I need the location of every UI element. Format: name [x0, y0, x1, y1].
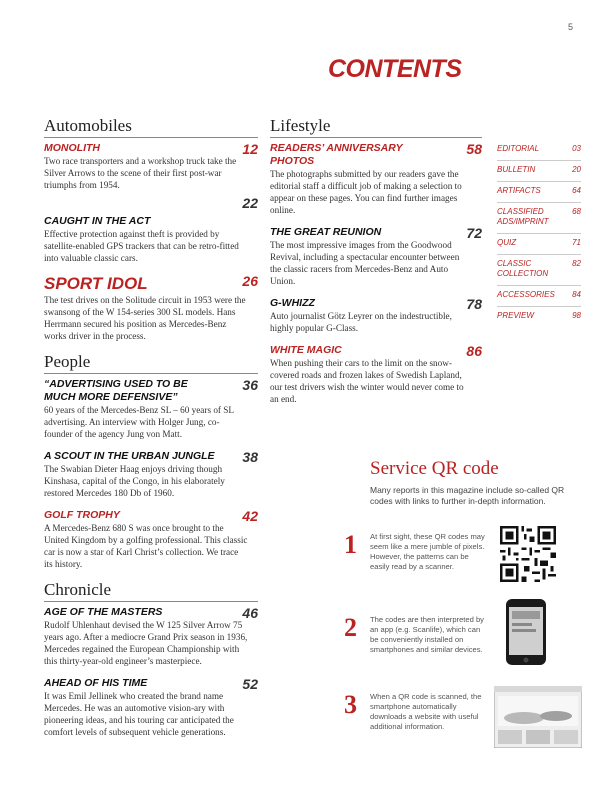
- side-index: [497, 144, 581, 331]
- toc-entry-advertising[interactable]: [44, 378, 258, 440]
- entry-desc: The Swabian Dieter Haag enjoys driving though Kinshasa, capital of the Congo, in his elaborately restored Mercedes 180 Db of 1960.: [44, 464, 225, 498]
- entry-desc: It was Emil Jellinek who created the brand name Mercedes. He was an automotive vision-ary with pioneering ideas, and his touring car anticipated the comfort levels of subsequent vehicle generations.: [44, 691, 234, 737]
- toc-entry-masters[interactable]: [44, 606, 258, 667]
- side-item-artifacts[interactable]: [497, 186, 581, 203]
- entry-desc: Effective protection against theft is provided by satellite-enabled GPS trackers that can be retro-fitted into valuable classic cars.: [44, 229, 239, 263]
- side-item-page: 64: [572, 186, 581, 195]
- step-text: At first sight, these QR codes may seem like a mere jumble of pixels. However, the patterns can be easily read by a scanner.: [370, 532, 485, 571]
- entry-page: 46: [242, 605, 258, 621]
- toc-entry-white-magic[interactable]: [270, 344, 482, 405]
- toc-entry-great-reunion[interactable]: [270, 226, 482, 287]
- side-item-page: 71: [572, 238, 581, 247]
- entry-title: “ADVERTISING USED TO BE MUCH MORE DEFENSIVE”: [44, 378, 188, 403]
- side-item-page: 98: [572, 311, 581, 320]
- entry-title: READERS’ ANNIVERSARY PHOTOS: [270, 142, 403, 167]
- side-item-label: ACCESSORIES: [497, 290, 555, 299]
- side-item-label: CLASSIFIED ADS/IMPRINT: [497, 207, 549, 226]
- entry-desc: A Mercedes-Benz 680 S was once brought to the United Kingdom by a golfing professional. This classic car is now a star of Karl Christ’s collection. We trace its history.: [44, 523, 248, 569]
- section-automobiles: [44, 116, 258, 342]
- side-item-label: BULLETIN: [497, 165, 536, 174]
- qr-section-title: Service QR code: [370, 458, 499, 479]
- side-item-page: 82: [572, 259, 581, 268]
- side-item-page: 84: [572, 290, 581, 299]
- side-item-label: EDITORIAL: [497, 144, 540, 153]
- entry-desc: Two race transporters and a workshop truck take the Silver Arrows to the scene of their first post-war triumphs from 1954.: [44, 156, 237, 190]
- toc-entry-monolith[interactable]: [44, 142, 258, 191]
- side-item-quiz[interactable]: [497, 238, 581, 255]
- side-item-label: ARTIFACTS: [497, 186, 541, 195]
- section-heading: Chronicle: [44, 580, 258, 602]
- entry-page: 36: [242, 377, 258, 393]
- entry-page: 52: [242, 676, 258, 692]
- side-item-classic-collection[interactable]: [497, 259, 581, 286]
- entry-page: 72: [466, 225, 482, 241]
- toc-entry-caught[interactable]: [44, 195, 258, 264]
- website-screenshot-image: [494, 686, 582, 748]
- entry-page: 78: [466, 296, 482, 312]
- entry-desc: 60 years of the Mercedes-Benz SL – 60 years of SL advertising. An interview with Holger Jung, co-founder of the agency Jung von Matt.: [44, 405, 234, 439]
- entry-desc: When pushing their cars to the limit on the snow-covered roads and frozen lakes of Swedish Lapland, our test drivers wish the winter would never come to an end.: [270, 358, 464, 404]
- entry-page: 12: [242, 141, 258, 157]
- toc-entry-sport-idol[interactable]: [44, 274, 258, 342]
- entry-desc: The photographs submitted by our readers gave the editorial staff a difficult job of making a selection to appear on these pages. You can find further images online.: [270, 169, 462, 215]
- side-item-bulletin[interactable]: [497, 165, 581, 182]
- entry-desc: Auto journalist Götz Leyrer on the indestructible, highly popular G-Class.: [270, 311, 452, 333]
- section-heading: Lifestyle: [270, 116, 482, 138]
- entry-title: SPORT IDOL: [44, 274, 148, 293]
- entry-title: WHITE MAGIC: [270, 344, 342, 356]
- qr-step-2: [340, 613, 585, 673]
- section-heading: People: [44, 352, 258, 374]
- entry-desc: The most impressive images from the Goodwood Revival, including a spectacular encounter between the classic racers from Mercedes-Benz and Auto Union.: [270, 240, 460, 286]
- step-number: 2: [344, 613, 357, 642]
- side-item-page: 03: [572, 144, 581, 153]
- entry-title: G-WHIZZ: [270, 297, 315, 309]
- toc-entry-ahead[interactable]: [44, 677, 258, 738]
- entry-title: A SCOUT IN THE URBAN JUNGLE: [44, 450, 215, 462]
- contents-title: CONTENTS: [328, 55, 462, 83]
- smartphone-icon: [500, 597, 554, 669]
- side-item-editorial[interactable]: [497, 144, 581, 161]
- qr-step-3: [340, 690, 585, 750]
- side-item-accessories[interactable]: [497, 290, 581, 307]
- side-item-classified[interactable]: [497, 207, 581, 234]
- toc-entry-golf-trophy[interactable]: [44, 509, 258, 570]
- entry-title: MONOLITH: [44, 142, 100, 154]
- entry-title: THE GREAT REUNION: [270, 226, 382, 238]
- qr-step-1: [340, 530, 585, 590]
- step-text: The codes are then interpreted by an app (e.g. Scanlife), which can be conveniently installed on smartphones and similar devices.: [370, 615, 484, 654]
- entry-page: 42: [242, 508, 258, 524]
- section-people: [44, 352, 258, 570]
- qr-section-intro: Many reports in this magazine include so-called QR codes with links to further in-depth information.: [370, 485, 565, 506]
- entry-title: AHEAD OF HIS TIME: [44, 677, 148, 689]
- toc-entry-scout[interactable]: [44, 450, 258, 499]
- entry-desc: The test drives on the Solitude circuit in 1953 were the swansong of the W 154-series 300 SL models. Hans Herrmann secured his position as Mercedes-Benz works driver in the process.: [44, 295, 246, 341]
- page-number: 5: [567, 22, 573, 32]
- side-item-preview[interactable]: [497, 311, 581, 327]
- left-column: [44, 116, 258, 748]
- step-number: 1: [344, 530, 357, 559]
- qr-code-icon: [500, 526, 556, 582]
- entry-page: 22: [242, 195, 258, 211]
- step-text: When a QR code is scanned, the smartphone automatically downloads a website with useful additional information.: [370, 692, 482, 731]
- side-item-label: CLASSIC COLLECTION: [497, 259, 549, 278]
- entry-title: GOLF TROPHY: [44, 509, 120, 521]
- entry-desc: Rudolf Uhlenhaut devised the W 125 Silver Arrow 75 years ago. After a mediocre Grand Prix season in 1936, Mercedes regained the European Championship with this thirty-year-old engineer’s masterpiece.: [44, 620, 248, 666]
- entry-page: 38: [242, 449, 258, 465]
- entry-page: 86: [466, 343, 482, 359]
- entry-title: CAUGHT IN THE ACT: [44, 215, 151, 227]
- section-heading: Automobiles: [44, 116, 258, 138]
- toc-entry-g-whizz[interactable]: [270, 297, 482, 334]
- entry-page: 26: [242, 273, 258, 289]
- toc-entry-readers-photos[interactable]: [270, 142, 482, 216]
- side-item-page: 68: [572, 207, 581, 216]
- middle-column: [270, 116, 482, 415]
- side-item-label: PREVIEW: [497, 311, 534, 320]
- section-chronicle: [44, 580, 258, 738]
- entry-page: 58: [466, 141, 482, 157]
- side-item-page: 20: [572, 165, 581, 174]
- side-item-label: QUIZ: [497, 238, 517, 247]
- step-number: 3: [344, 690, 357, 719]
- entry-title: AGE OF THE MASTERS: [44, 606, 163, 618]
